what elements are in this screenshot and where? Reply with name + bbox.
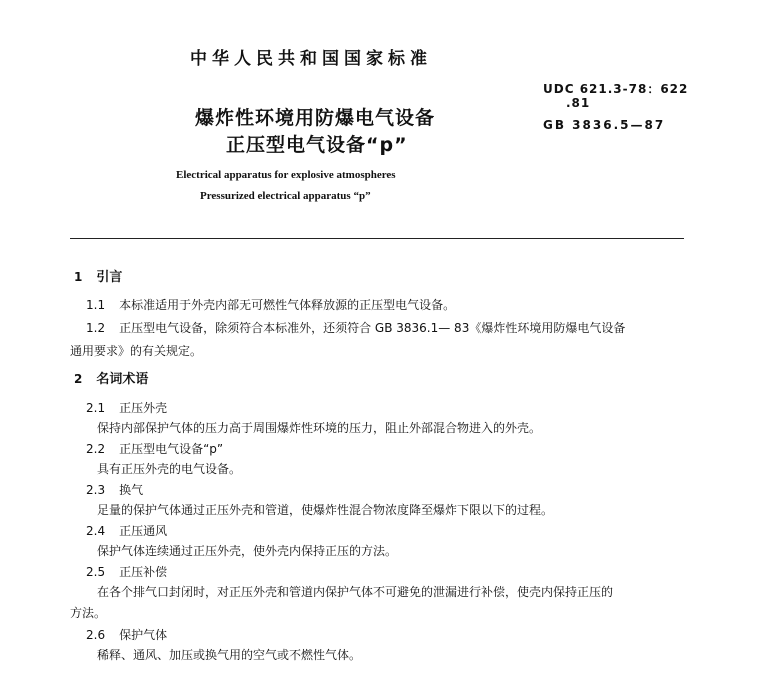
clause-1-1 bbox=[86, 296, 455, 313]
term-2-6 bbox=[86, 626, 167, 643]
section-number: 2 bbox=[74, 372, 83, 386]
clause-text: 本标准适用于外壳内部无可燃性气体释放源的正压型电气设备。 bbox=[119, 298, 456, 312]
term-name: 正压外壳 bbox=[119, 401, 168, 415]
clause-1-2 bbox=[86, 319, 625, 336]
term-2-5 bbox=[86, 563, 167, 580]
term-2-3-definition: 足量的保护气体通过正压外壳和管道，使爆炸性混合物浓度降至爆炸下限以下的过程。 bbox=[97, 503, 554, 517]
section-1-heading bbox=[74, 266, 122, 285]
standard-type-heading: 中华人民共和国国家标准 bbox=[190, 49, 432, 69]
header-divider bbox=[70, 238, 684, 239]
clause-text-line1: 正压型电气设备，除须符合本标准外，还须符合 GB 3836.1— 83《爆炸性环境用防爆电气设备 bbox=[119, 321, 626, 335]
term-2-3 bbox=[86, 481, 143, 498]
term-number: 2.6 bbox=[86, 628, 106, 642]
term-2-5-definition-line1: 在各个排气口封闭时，对正压外壳和管道内保护气体不可避免的泄漏进行补偿，使壳内保持正压的 bbox=[97, 585, 614, 599]
term-2-5-definition-line2: 方法。 bbox=[70, 606, 107, 620]
term-2-1 bbox=[86, 399, 167, 416]
term-number: 2.3 bbox=[86, 483, 106, 497]
term-name: 正压型电气设备“p” bbox=[119, 442, 224, 456]
standard-code: GB 3836.5—87 bbox=[543, 118, 666, 132]
term-2-2 bbox=[86, 440, 223, 457]
term-name: 换气 bbox=[119, 483, 144, 497]
term-2-4 bbox=[86, 522, 167, 539]
term-number: 2.5 bbox=[86, 565, 106, 579]
clause-1-2-continued: 通用要求》的有关规定。 bbox=[70, 344, 203, 358]
term-2-2-definition: 具有正压外壳的电气设备。 bbox=[97, 462, 242, 476]
title-en-line2: Pressurized electrical apparatus “p” bbox=[200, 190, 371, 202]
term-2-4-definition: 保护气体连续通过正压外壳，使外壳内保持正压的方法。 bbox=[97, 544, 398, 558]
title-cn-line1: 爆炸性环境用防爆电气设备 bbox=[195, 107, 436, 129]
title-en-line1: Electrical apparatus for explosive atmospheres bbox=[176, 169, 396, 181]
term-2-6-definition: 稀释、通风、加压或换气用的空气或不燃性气体。 bbox=[97, 648, 362, 662]
clause-number: 1.1 bbox=[86, 298, 106, 312]
section-number: 1 bbox=[74, 270, 83, 284]
term-number: 2.2 bbox=[86, 442, 106, 456]
title-cn-line2: 正压型电气设备“p” bbox=[226, 134, 408, 156]
udc-code-line2: .81 bbox=[566, 96, 591, 110]
section-title: 引言 bbox=[96, 270, 123, 285]
section-2-heading bbox=[74, 368, 148, 387]
section-title: 名词术语 bbox=[96, 372, 149, 387]
term-name: 正压通风 bbox=[119, 524, 168, 538]
clause-number: 1.2 bbox=[86, 321, 106, 335]
term-name: 正压补偿 bbox=[119, 565, 168, 579]
term-number: 2.4 bbox=[86, 524, 106, 538]
term-number: 2.1 bbox=[86, 401, 106, 415]
udc-code-line1: UDC 621.3-78：622 bbox=[543, 82, 689, 96]
term-2-1-definition: 保持内部保护气体的压力高于周围爆炸性环境的压力，阻止外部混合物进入的外壳。 bbox=[97, 421, 542, 435]
term-name: 保护气体 bbox=[119, 628, 168, 642]
